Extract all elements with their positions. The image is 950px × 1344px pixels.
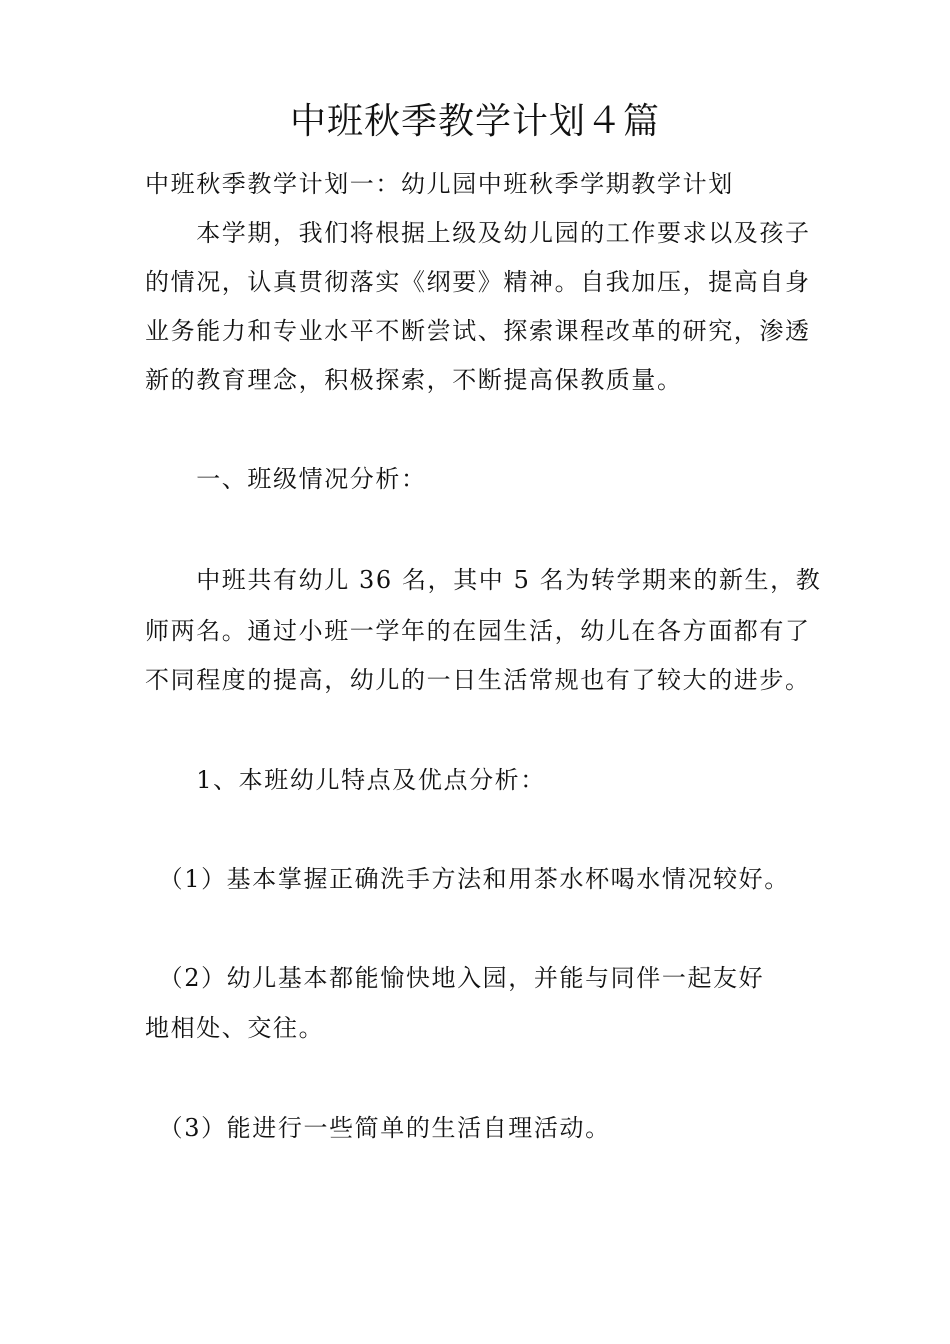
document-subtitle: 中班秋季教学计划一：幼儿园中班秋季学期教学计划 xyxy=(145,170,734,198)
list-item-2-line-1: （2）幼儿基本都能愉快地入园，并能与同伴一起友好 xyxy=(145,964,765,992)
paragraph-2-line-1: 中班共有幼儿 36 名，其中 5 名为转学期来的新生，教 xyxy=(145,566,822,594)
list-item-3: （3）能进行一些简单的生活自理活动。 xyxy=(145,1114,611,1142)
paragraph-2-line-2: 师两名。通过小班一学年的在园生活，幼儿在各方面都有了 xyxy=(145,617,811,645)
list-item-2-line-2: 地相处、交往。 xyxy=(145,1014,325,1042)
paragraph-1-line-2: 的情况，认真贯彻落实《纲要》精神。自我加压，提高自身 xyxy=(145,268,811,296)
list-item-1: （1）基本掌握正确洗手方法和用茶水杯喝水情况较好。 xyxy=(145,865,790,893)
subsection-heading-features: 1、本班幼儿特点及优点分析： xyxy=(145,766,546,794)
paragraph-1-line-1: 本学期，我们将根据上级及幼儿园的工作要求以及孩子 xyxy=(145,219,811,247)
paragraph-2-line-3: 不同程度的提高，幼儿的一日生活常规也有了较大的进步。 xyxy=(145,666,811,694)
document-title: 中班秋季教学计划４篇 xyxy=(289,101,660,142)
paragraph-1-line-4: 新的教育理念，积极探索，不断提高保教质量。 xyxy=(145,366,683,394)
paragraph-1-line-3: 业务能力和专业水平不断尝试、探索课程改革的研究，渗透 xyxy=(145,317,811,345)
section-heading-class-analysis: 一、班级情况分析： xyxy=(145,465,427,493)
